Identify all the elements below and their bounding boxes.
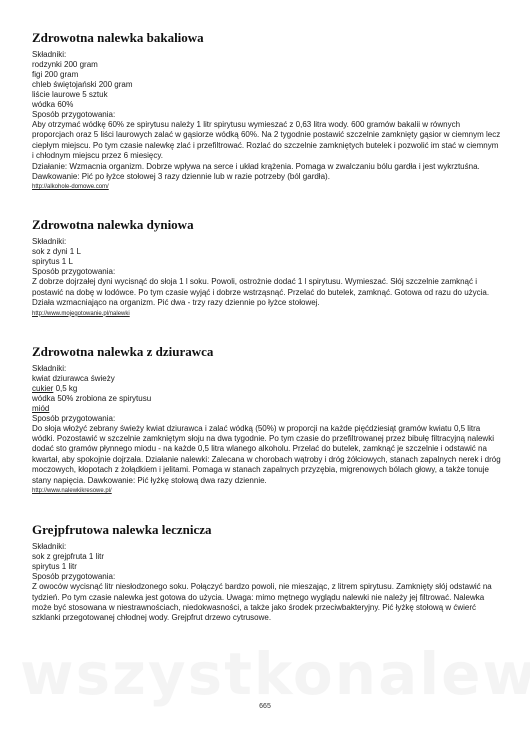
recipe-title: Zdrowotna nalewka dyniowa bbox=[32, 217, 194, 233]
method-text: Aby otrzymać wódkę 60% ze spirytusu należy 1 litr spirytusu wymieszać z 0,63 litra wody. 600 gramów bakalii w równych proporcjach oraz 5 liści laurowych zalać w gąsiorze wódką 60%. Na 2 tygodnie postawić szczelnie zamknięty gąsior w ciemnym lecz ciepłym miejscu. Po tym czasie nalewkę zlać i przefiltrować. Rozlać do szczelnie zamkniętych butelek i pozwolić im stać w ciemnym i chłodnym miejscu przez 6 miesięcy. bbox=[32, 120, 501, 161]
method-label: Sposób przygotowania: bbox=[32, 110, 116, 119]
ingredient-item: kwiat dziurawca świeży bbox=[32, 373, 115, 383]
cukier-amount: 0,5 kg bbox=[53, 383, 78, 393]
document-page bbox=[32, 30, 502, 624]
recipe-title: Grejpfrutowa nalewka lecznicza bbox=[32, 522, 212, 538]
method-label: Sposób przygotowania: bbox=[32, 267, 116, 277]
source-link[interactable]: http://www.nalewkikresowe.pl/ bbox=[32, 488, 112, 495]
ingredient-item: sok z grejpfruta 1 litr bbox=[32, 552, 105, 562]
method-text: Z dobrze dojrzałej dyni wycisnąć do słoja 1 l soku. Powoli, ostrożnie dodać 1 l spirytusu. Wymieszać. Słój szczelnie zamknąć i postawić na dobę w lodówce. Po tym czasie wyjąć i dobrze wstrząsnąć. Przelać do butelek, zamknąć. Gotowa od razu do użycia. Działa wzmacniająco na organizm. Pić dwa - trzy razy dziennie po łyżce stołowej. bbox=[32, 277, 490, 308]
ingredient-item: wódka 60% bbox=[32, 100, 74, 109]
ingredient-item: rodzynki 200 gram bbox=[32, 60, 98, 69]
ingredient-item bbox=[32, 384, 502, 394]
recipe-bakaliowa bbox=[32, 30, 502, 192]
method-label: Sposób przygotowania: bbox=[32, 572, 116, 582]
ingredients-label: Składniki: bbox=[32, 363, 67, 373]
ingredient-item: sok z dyni 1 L bbox=[32, 247, 81, 257]
action-text: Działanie: Wzmacnia organizm. Dobrze wpływa na serce i układ krążenia. Pomaga w zwalczaniu bólu gardła i jest wykrztuśna. Dawkowanie: Pić po łyżce stołowej 3 razy dziennie lub w razie potrzeby (ból gardła). bbox=[32, 161, 480, 182]
ingredient-item: spirytus 1 litr bbox=[32, 562, 77, 572]
ingredient-item: liście laurowe 5 sztuk bbox=[32, 90, 108, 99]
ingredients-label: Składniki: bbox=[32, 542, 67, 552]
ingredients-label: Składniki: bbox=[32, 50, 67, 59]
ingredient-item: figi 200 gram bbox=[32, 70, 79, 79]
method-text: Z owoców wycisnąć litr niesłodzonego soku. Połączyć bardzo powoli, nie mieszając, z litrem spirytusu. Zamknięty słój odstawić na tydzień. Po tym czasie nalewka jest gotowa do użycia. Uwaga: mimo mętnego wyglądu nalewki nie należy jej filtrować. Nalewka może być stosowana w niestrawnościach, niedokwasności, a także jako środek przeciwbakteryjny. Pić łyżkę stołową w ćwierć szklanki przegotowanej chłodnej wody. Grejpfrut drzewo cytrusowe. bbox=[32, 582, 492, 623]
source-link[interactable]: http://alkohole-domowe.com/ bbox=[32, 184, 109, 191]
method-label: Sposób przygotowania: bbox=[32, 413, 116, 423]
page-number: 665 bbox=[259, 703, 271, 710]
recipe-dyniowa bbox=[32, 217, 502, 318]
ingredient-item bbox=[32, 404, 502, 414]
source-link[interactable]: http://www.mojegotowanie.pl/nalewki bbox=[32, 310, 130, 317]
recipe-grejpfrutowa bbox=[32, 522, 502, 624]
ingredient-item: wódka 50% zrobiona ze spirytusu bbox=[32, 393, 152, 403]
recipe-title: Zdrowotna nalewka bakaliowa bbox=[32, 30, 204, 45]
method-text: Do słoja włożyć zebrany świeży kwiat dziurawca i zalać wódką (50%) w proporcji na każde pięćdziesiąt gramów kwiatu 0,5 litra wódki. Pozostawić w szczelnie zamkniętym słoju na dwa tygodnie. Po tym czasie do przefiltrowanej przez bibułę filtracyjną nalewki dodać sto gramów płynnego miodu - na każde 0,5 litra wlanego alkoholu. Przelać do butelek, zamknąć je szczelnie i odstawić na kwartał, aby spokojnie dojrzała. Działanie nalewki: Zalecana w chorobach wątroby i dróg żółciowych, stanach zapalnych nerek i dróg moczowych, kłopotach z żołądkiem i jelitami. Pomaga w stanach zapalnych przyzębia, migrenowych bólach głowy, a także tonuje stany napięcia. Dawkowanie: Pić łyżkę stołową dwa razy dziennie. bbox=[32, 423, 501, 485]
ingredient-item: chleb świętojański 200 gram bbox=[32, 80, 133, 89]
watermark-text bbox=[20, 640, 530, 708]
ingredient-item: spirytus 1 L bbox=[32, 257, 73, 267]
cukier-link[interactable]: cukier bbox=[32, 383, 54, 393]
recipe-title: Zdrowotna nalewka z dziurawca bbox=[32, 343, 214, 359]
ingredients-label: Składniki: bbox=[32, 237, 67, 247]
miod-link[interactable]: miód bbox=[32, 403, 50, 413]
recipe-dziurawiec bbox=[32, 344, 502, 496]
